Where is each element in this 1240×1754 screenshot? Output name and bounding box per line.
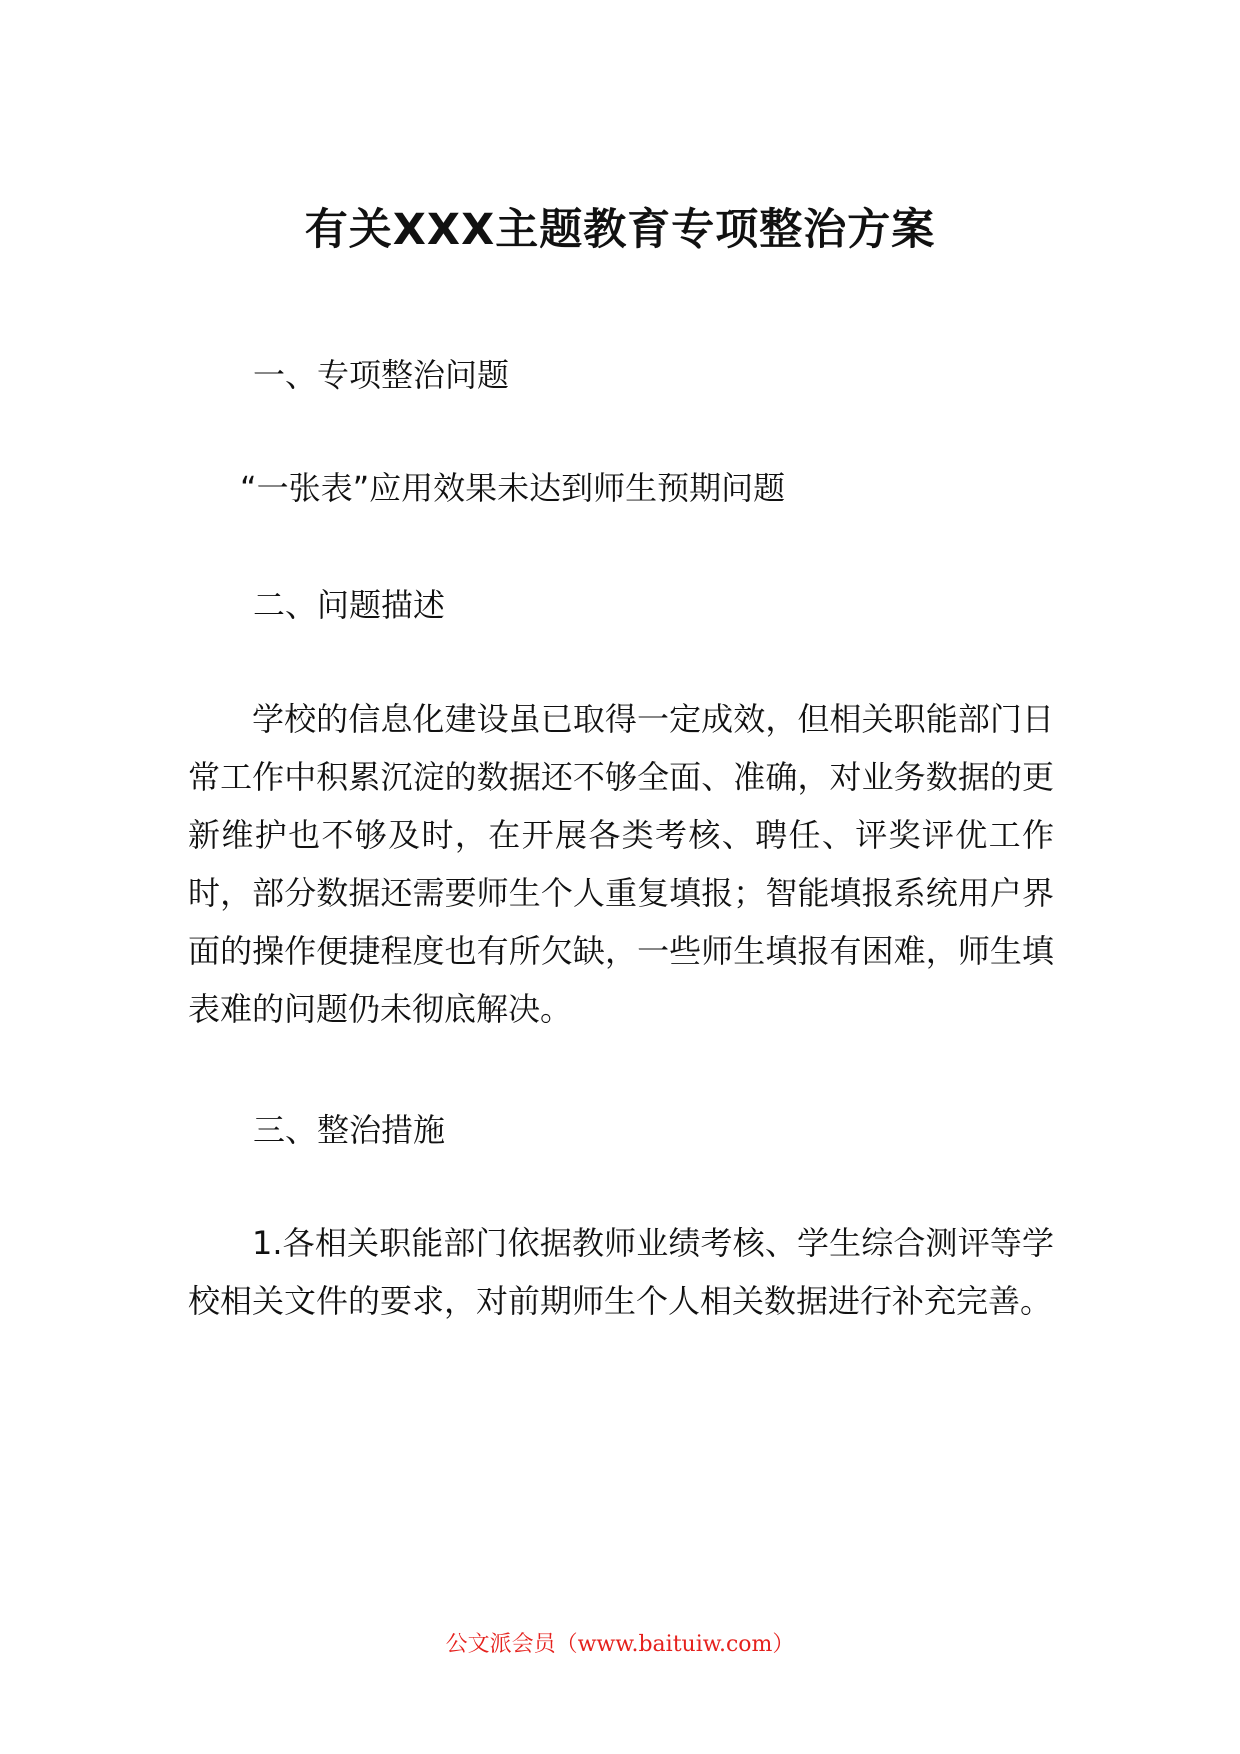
section-heading-1: 一、专项整治问题 bbox=[253, 356, 510, 394]
section-heading-3: 三、整治措施 bbox=[253, 1111, 446, 1149]
problem-description-paragraph: 学校的信息化建设虽已取得一定成效，但相关职能部门日常工作中积累沉淀的数据还不够全面、准确，对业务数据的更新维护也不够及时，在开展各类考核、聘任、评奖评优工作时，部分数据还需要师生个人重复填报；智能填报系统用户界面的操作便捷程度也有所欠缺，一些师生填报有困难，师生填表难的问题仍未彻底解决。 bbox=[188, 700, 1054, 1028]
section-heading-2: 二、问题描述 bbox=[253, 586, 446, 624]
problem-statement: “一张表”应用效果未达到师生预期问题 bbox=[240, 469, 786, 507]
footer-watermark: 公文派会员（www.baituiw.com） bbox=[445, 1632, 795, 1657]
measure-item-1: 1.各相关职能部门依据教师业绩考核、学生综合测评等学校相关文件的要求，对前期师生个人相关数据进行补充完善。 bbox=[188, 1224, 1054, 1320]
document-title: 有关XXX主题教育专项整治方案 bbox=[304, 205, 936, 255]
